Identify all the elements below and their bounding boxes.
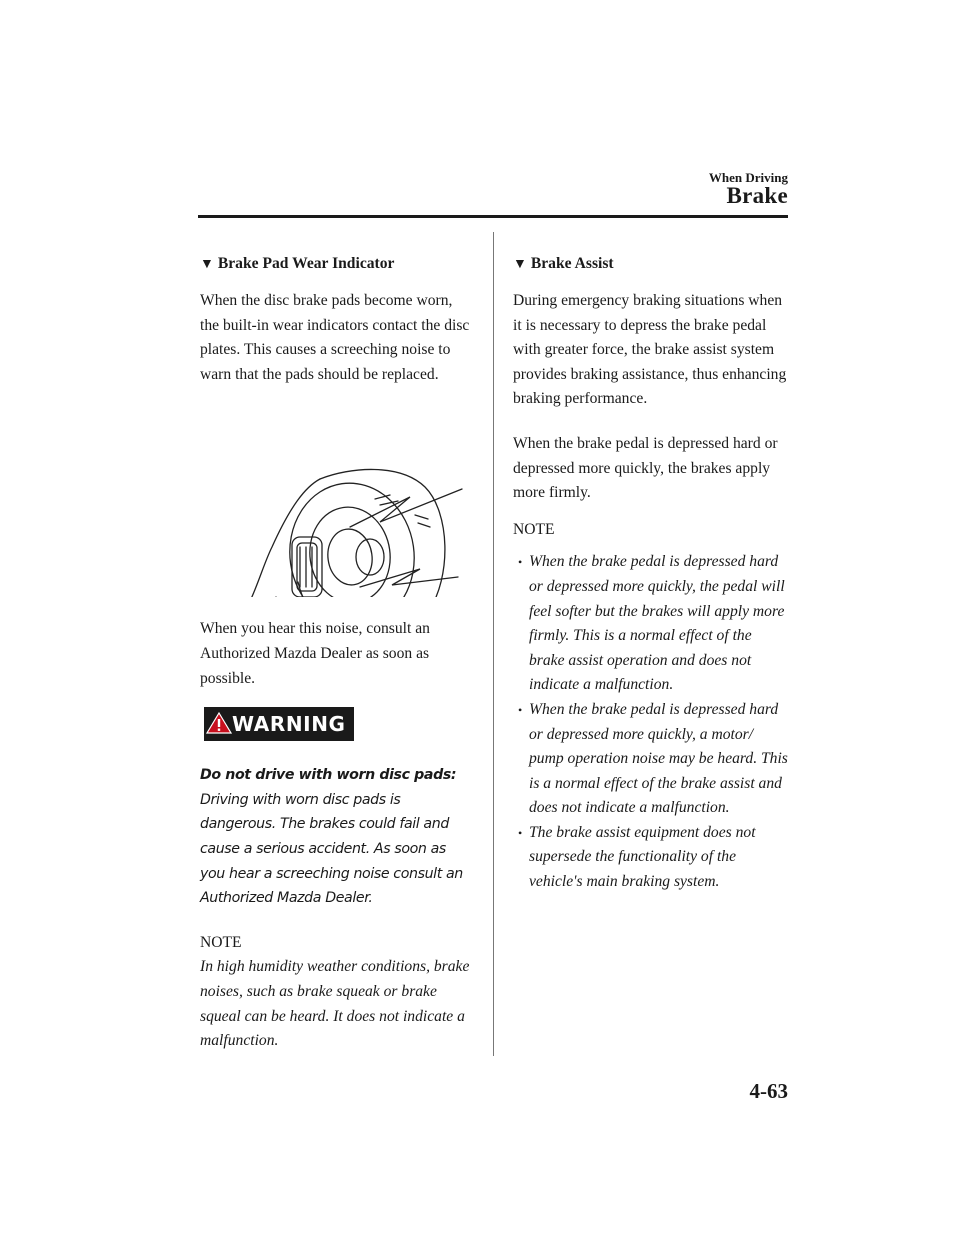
brake-assist-paragraph-2: When the brake pedal is depressed hard or depressed more quickly, the brakes apply more firmly. [513,434,778,502]
triangle-down-icon: ▼ [200,257,214,272]
left-column [200,254,472,1054]
right-column [513,254,788,895]
list-item: • When the brake pedal is depressed hard or depressed more quickly, the pedal will feel softer but the brakes will apply more firmly. This is a normal effect of the brake assist operation and does not indicate a malfunction. [518,553,785,694]
header-rule [198,215,788,218]
warning-badge: WARNING [204,707,354,741]
triangle-down-icon: ▼ [513,257,527,272]
consult-dealer-paragraph: When you hear this noise, consult an Authorized Mazda Dealer as soon as possible. [200,620,430,687]
warning-triangle-icon [206,711,232,735]
section-heading-brake-assist: ▼ Brake Assist [513,255,614,272]
warning-body [200,763,472,911]
header-section: When Driving [708,170,788,185]
note-label-right: NOTE [513,520,555,538]
brake-disc-drawing [200,397,472,597]
brake-pad-paragraph: When the disc brake pads become worn, the built-in wear indicators contact the disc plates. This causes a screeching noise to warn that the pads should be replaced. [200,292,470,383]
column-divider [493,232,494,1056]
brake-disc-illustration [200,397,472,597]
section-heading-brake-pad: ▼ Brake Pad Wear Indicator [200,255,395,272]
note-bullet-list [513,550,788,894]
warning-heading: Do not drive with worn disc pads: [200,767,457,784]
page-title: Brake [726,183,788,208]
note-text: In high humidity weather conditions, brake noises, such as brake squeak or brake squeal can be heard. It does not indicate a malfunction. [200,958,470,1050]
list-item: • The brake assist equipment does not supersede the functionality of the vehicle's main braking system. [518,823,756,891]
note-label: NOTE [200,933,242,951]
list-item: • When the brake pedal is depressed hard or depressed more quickly, a motor/ pump operation noise may be heard. This is a normal effect of the brake assist and does not indicate a malfunction. [518,700,788,817]
brake-assist-paragraph: During emergency braking situations when it is necessary to depress the brake pedal with greater force, the brake assist system provides braking assistance, thus enhancing braking performance. [513,292,787,408]
warning-text: Driving with worn disc pads is dangerous. The brakes could fail and cause a serious accident. As soon as you hear a screeching noise consult an Authorized Mazda Dealer. [200,791,463,907]
page-number: 4-63 [749,1079,788,1103]
